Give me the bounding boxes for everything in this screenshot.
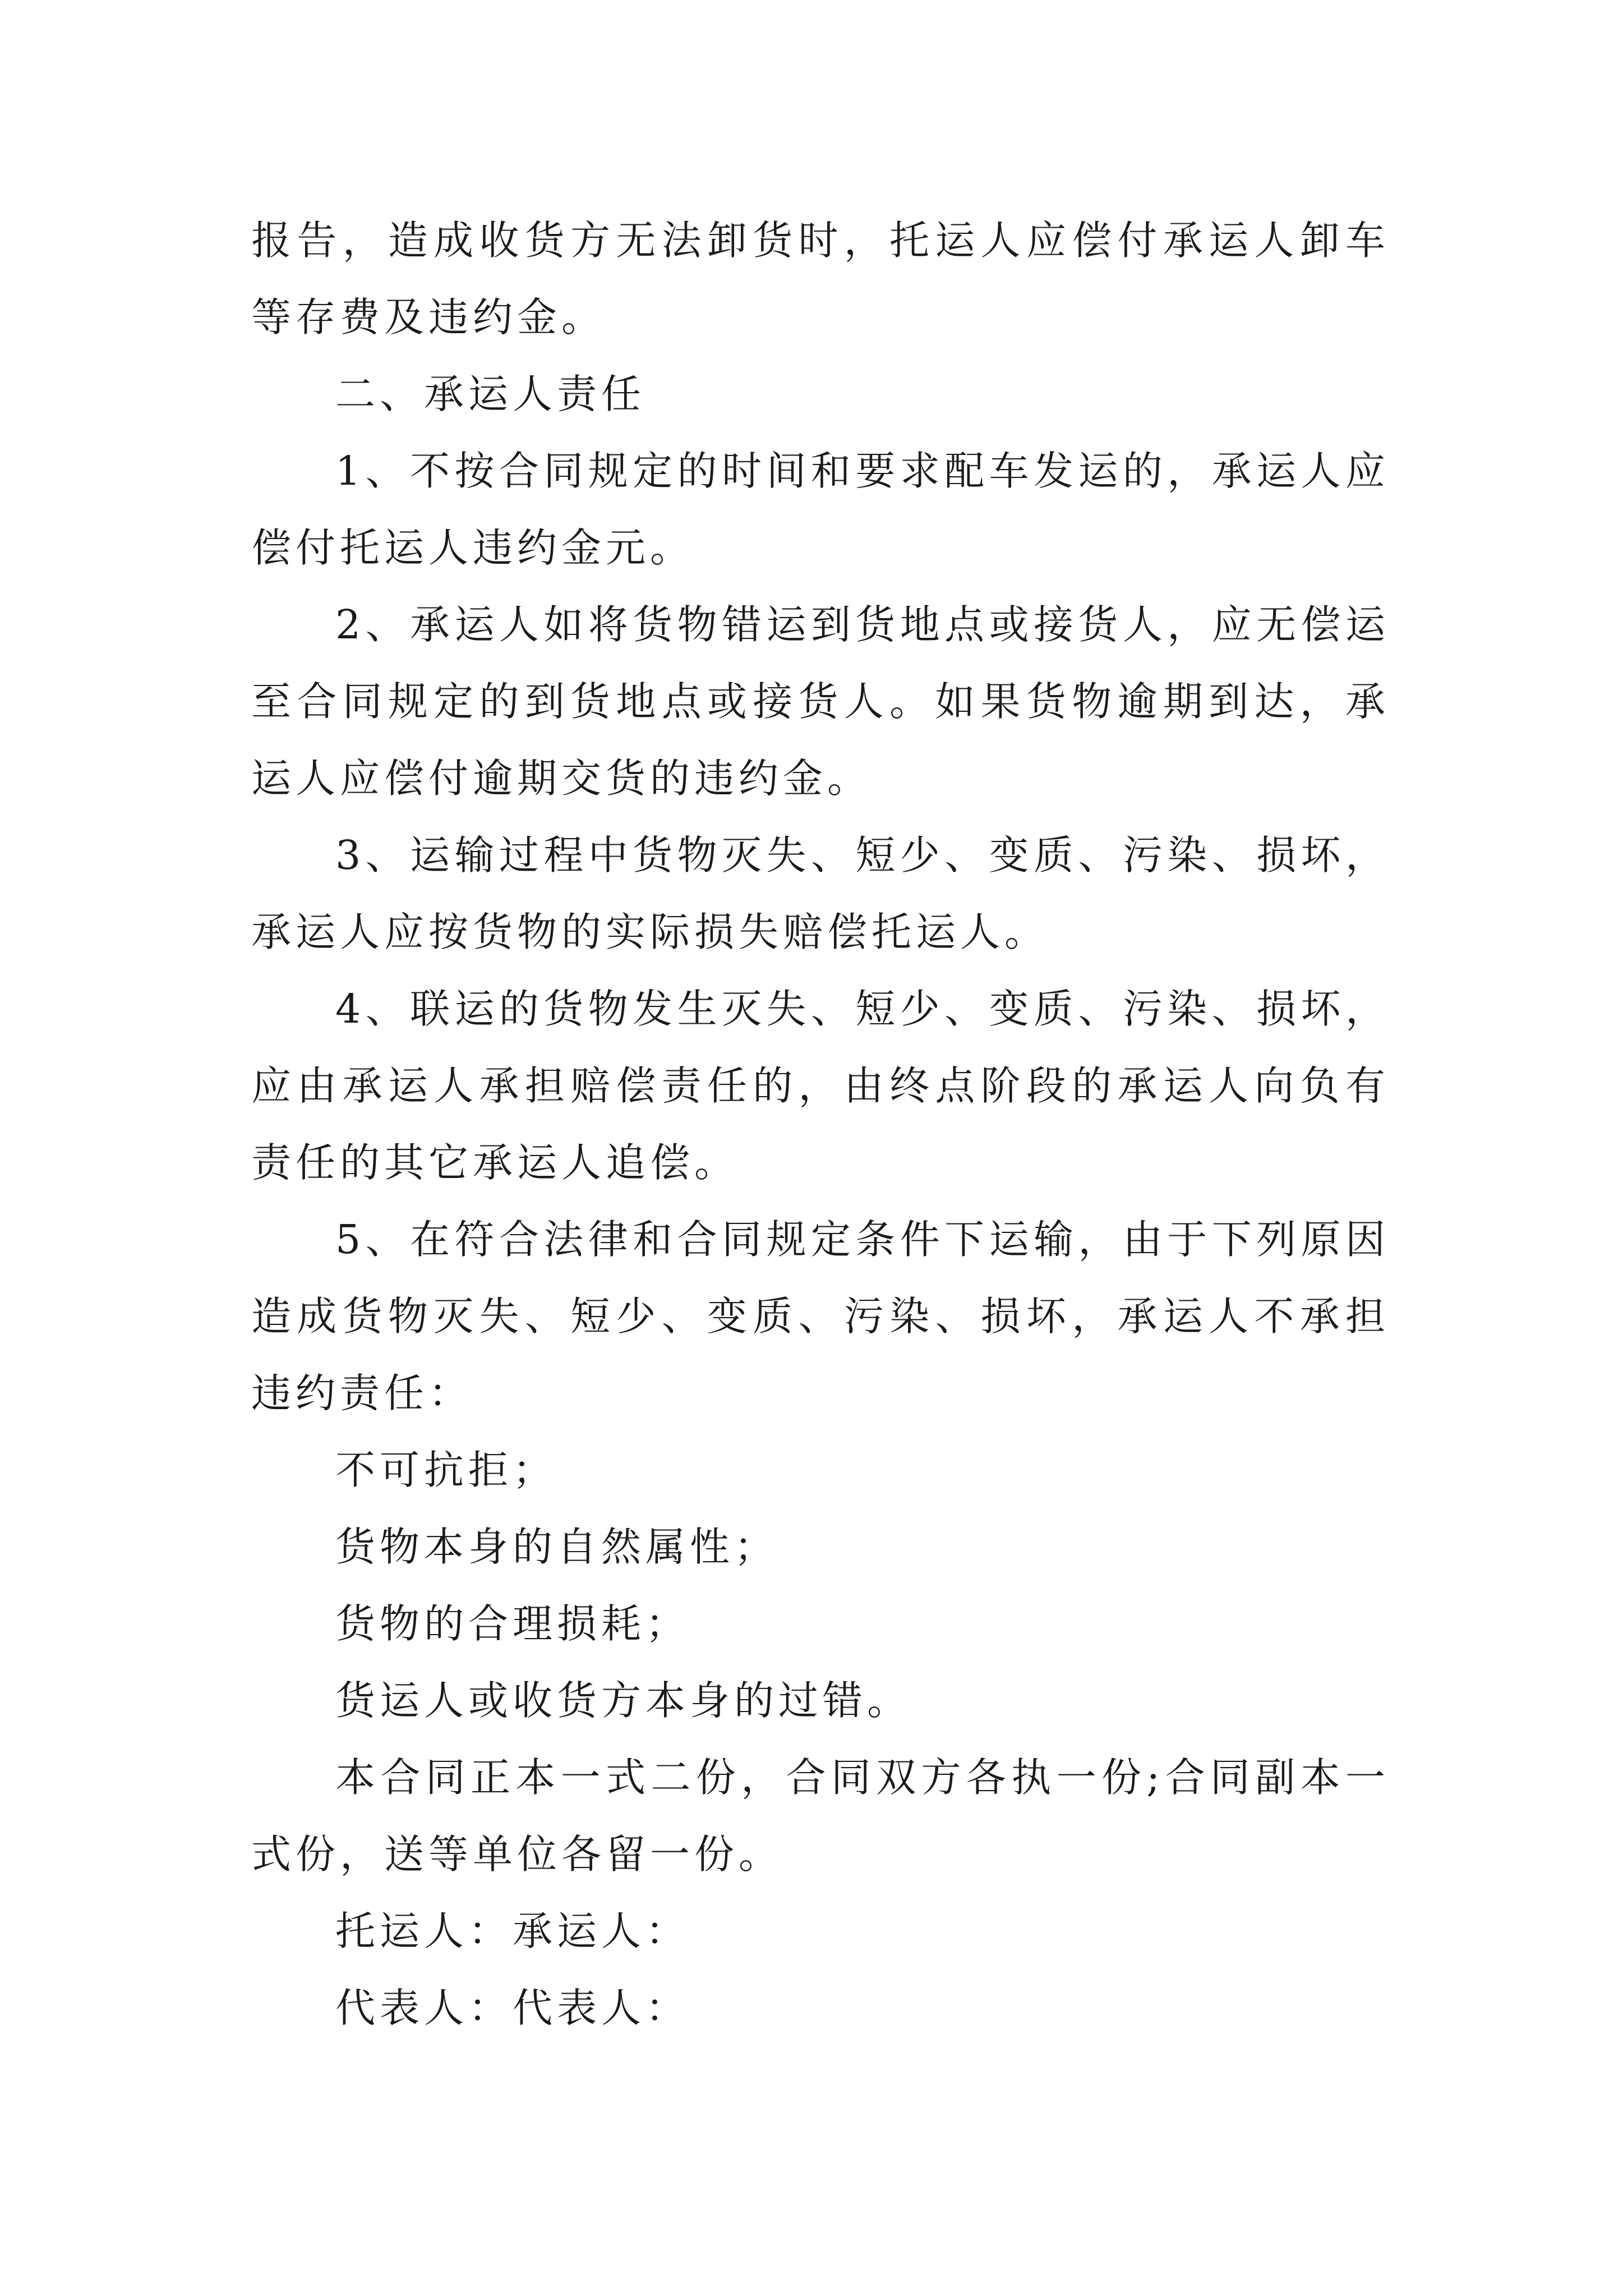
signature-representatives: 代表人：代表人：: [335, 1985, 690, 2031]
signature-parties: 托运人：承运人：: [335, 1908, 690, 1954]
clause-4: 4、联运的货物发生灭失、短少、变质、污染、损坏，应由承运人承担赔偿责任的，由终点阶段的承运人向负有责任的其它承运人追偿。: [251, 986, 1390, 1186]
clause-5: 5、在符合法律和合同规定条件下运输，由于下列原因造成货物灭失、短少、变质、污染、损坏，承运人不承担违约责任：: [251, 1216, 1390, 1416]
section-heading-carrier-liability: 二、承运人责任: [335, 371, 646, 417]
clause-2: 2、承运人如将货物错运到货地点或接货人，应无偿运至合同规定的到货地点或接货人。如果货物逾期到达，承运人应偿付逾期交货的违约金。: [251, 601, 1390, 802]
exemption-shipper-fault: 货运人或收货方本身的过错。: [335, 1677, 912, 1724]
paragraph-continuation: 报告，造成收货方无法卸货时，托运人应偿付承运人卸车等存费及违约金。: [251, 217, 1390, 341]
clause-1: 1、不按合同规定的时间和要求配车发运的，承运人应偿付托运人违约金元。: [251, 448, 1390, 571]
exemption-force-majeure: 不可抗拒；: [335, 1447, 557, 1493]
clause-3: 3、运输过程中货物灭失、短少、变质、污染、损坏，承运人应按货物的实际损失赔偿托运人。: [251, 832, 1390, 955]
document-body: [251, 202, 1390, 2046]
copies-clause: 本合同正本一式二份，合同双方各执一份;合同副本一式份，送等单位各留一份。: [251, 1754, 1390, 1878]
exemption-reasonable-loss: 货物的合理损耗；: [335, 1600, 690, 1647]
exemption-natural-property: 货物本身的自然属性；: [335, 1524, 779, 1570]
